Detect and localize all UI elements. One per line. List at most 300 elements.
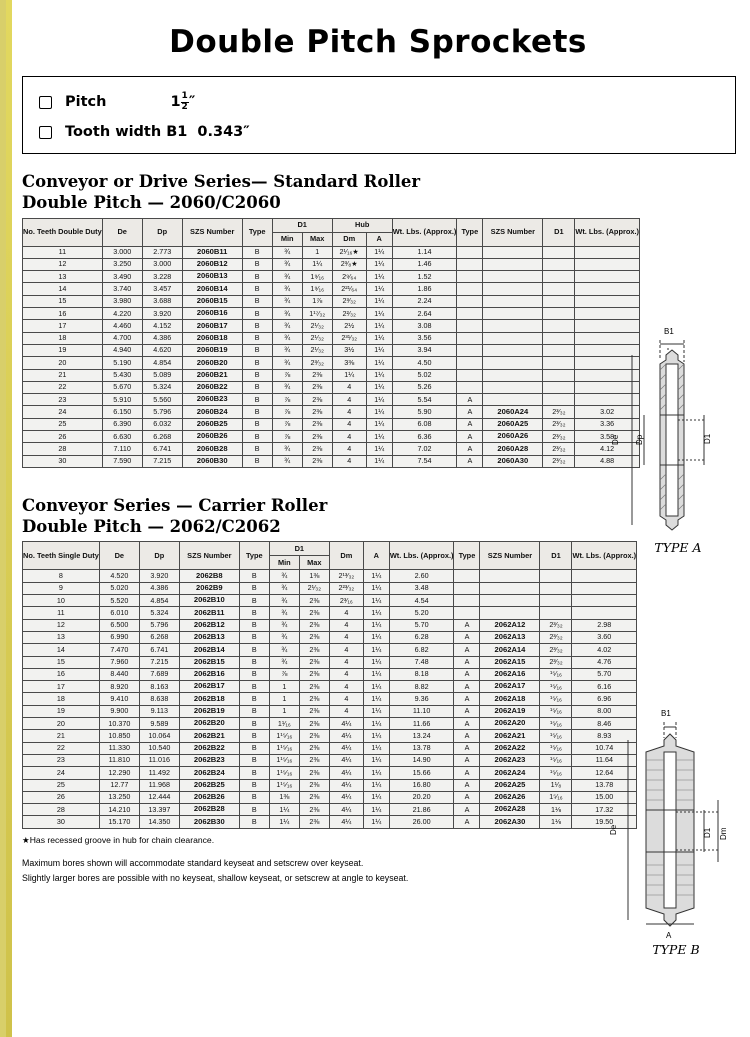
table-cell: 4¼ [329, 754, 363, 766]
table-cell: 1¹⁄₈ [540, 779, 572, 791]
table-row [23, 619, 637, 631]
table-cell: 10.850 [99, 730, 139, 742]
table-cell: 11.66 [389, 718, 454, 730]
table-cell [543, 258, 575, 270]
table-cell: ¾ [272, 308, 302, 320]
table-cell: 1.14 [392, 246, 457, 258]
table-cell: A [454, 668, 480, 680]
table-cell: 8.163 [139, 681, 179, 693]
table-cell: 1¼ [363, 730, 389, 742]
table-cell: 2060B24 [182, 406, 242, 418]
table-cell [572, 570, 637, 582]
table-cell: ⅞ [272, 418, 302, 430]
label-dp-a: Dp [635, 434, 644, 445]
table-cell [457, 344, 483, 356]
table-cell: A [454, 804, 480, 816]
table-cell: 2⅜ [299, 779, 329, 791]
table-cell: 5.430 [102, 369, 142, 381]
table-cell: 2³⁄₃₂ [543, 431, 575, 443]
table-cell [483, 344, 543, 356]
table-cell: 4 [332, 406, 366, 418]
table-cell: 11.10 [389, 705, 454, 717]
table-cell: 5.190 [102, 357, 142, 369]
table-row [23, 271, 640, 283]
table-cell: 2⅜ [299, 619, 329, 631]
table-cell: 2062B8 [179, 570, 239, 582]
table-cell: 1.52 [392, 271, 457, 283]
table-cell: 23 [23, 394, 103, 406]
table-cell: 3.08 [392, 320, 457, 332]
table-cell: 2062B14 [179, 644, 239, 656]
table-cell: 4¼ [329, 730, 363, 742]
table-cell: 2062B19 [179, 705, 239, 717]
table-cell: 4¼ [329, 804, 363, 816]
table-cell: 1¼ [363, 656, 389, 668]
table-cell: 17 [23, 681, 100, 693]
table-cell: 2060B30 [182, 455, 242, 467]
table-cell: 3.250 [102, 258, 142, 270]
table-cell: 22 [23, 742, 100, 754]
table-cell: 20 [23, 718, 100, 730]
table-cell: 4.220 [102, 308, 142, 320]
table-cell [454, 607, 480, 619]
table-cell: 11 [23, 246, 103, 258]
table-row [23, 443, 640, 455]
table-cell: ¾ [269, 619, 299, 631]
table-row [23, 779, 637, 791]
table-row [23, 406, 640, 418]
table-cell: 2⅜ [299, 631, 329, 643]
table-cell: 2⅜ [302, 418, 332, 430]
table-cell: 4 [332, 418, 366, 430]
table-cell: 4¼ [329, 742, 363, 754]
table-cell [543, 295, 575, 307]
table-cell: 4¼ [329, 779, 363, 791]
table-cell [480, 595, 540, 607]
table-cell: 18 [23, 693, 100, 705]
table-cell: 4 [329, 681, 363, 693]
table-cell [575, 271, 640, 283]
col-header: Min [269, 556, 299, 570]
table-cell: B [239, 705, 269, 717]
table-cell: 7.215 [139, 656, 179, 668]
table-cell: 2062A14 [480, 644, 540, 656]
table-cell [483, 381, 543, 393]
table-cell: 16 [23, 668, 100, 680]
table-cell: 2062A23 [480, 754, 540, 766]
table-cell: 5.020 [99, 582, 139, 594]
table-row [23, 431, 640, 443]
table-cell [543, 369, 575, 381]
table-cell: 1¼ [363, 619, 389, 631]
table-row [23, 283, 640, 295]
table-cell: ¾ [269, 582, 299, 594]
table-cell: 1¼ [366, 381, 392, 393]
table-cell: 2062B12 [179, 619, 239, 631]
table-cell: 2062B18 [179, 693, 239, 705]
table-cell [543, 357, 575, 369]
table-cell: 4.50 [392, 357, 457, 369]
table-cell [575, 295, 640, 307]
table-cell: 3.000 [142, 258, 182, 270]
table-row [23, 631, 637, 643]
page-title: Double Pitch Sprockets [169, 24, 587, 60]
table-cell: 5.670 [102, 381, 142, 393]
table-cell: 2062B28 [179, 804, 239, 816]
table-cell: 7.02 [392, 443, 457, 455]
table-cell: 4.854 [139, 595, 179, 607]
table-cell [457, 246, 483, 258]
table-cell: B [242, 406, 272, 418]
table-cell: 2¹⁄₃₂ [299, 582, 329, 594]
table-cell: 2⅜ [299, 668, 329, 680]
type-a-diagram [606, 320, 750, 560]
table-cell: 1¼ [363, 607, 389, 619]
table-cell: 2060B19 [182, 344, 242, 356]
table-cell: B [242, 283, 272, 295]
section-2-line1: Conveyor Series — Carrier Roller [22, 495, 328, 515]
label-b1-b: B1 [661, 709, 671, 718]
table-cell: 2⅜ [299, 816, 329, 828]
table-row [23, 369, 640, 381]
col-header: SZS Number [480, 542, 540, 570]
table-cell: 2⅜ [299, 607, 329, 619]
type-b-label: TYPE B [652, 942, 700, 957]
table-cell: 1¹⁵⁄₁₆ [269, 779, 299, 791]
table-cell: 4.520 [99, 570, 139, 582]
table-cell: 1⅞ [302, 295, 332, 307]
table-cell: 1.86 [392, 283, 457, 295]
table-cell [480, 607, 540, 619]
table-cell: 6.390 [102, 418, 142, 430]
table-cell: 1¼ [363, 767, 389, 779]
table-cell [483, 308, 543, 320]
table-cell: 1¼ [366, 283, 392, 295]
table-cell: B [239, 681, 269, 693]
table-cell: 6.08 [392, 418, 457, 430]
table-cell: 2062A25 [480, 779, 540, 791]
footnote: ★Has recessed groove in hub for chain clearance. [22, 834, 215, 845]
section-heading-1 [22, 172, 750, 214]
table-cell: 15.00 [572, 791, 637, 803]
table-cell: ¾ [272, 381, 302, 393]
table-cell: 5.02 [392, 369, 457, 381]
table-cell: 5.089 [142, 369, 182, 381]
table-cell: 9.36 [389, 693, 454, 705]
table-cell: ¹⁵⁄₁₆ [540, 742, 572, 754]
table-cell: 1¼ [363, 804, 389, 816]
table-cell [457, 357, 483, 369]
table-cell: 2062A17 [480, 681, 540, 693]
table-cell: 2060B17 [182, 320, 242, 332]
table-cell [543, 332, 575, 344]
table-cell: 3.228 [142, 271, 182, 283]
table-cell: 1⅛ [540, 816, 572, 828]
table-cell: 2060A25 [483, 418, 543, 430]
table-cell: 4¼ [329, 816, 363, 828]
table-row [23, 644, 637, 656]
table-cell: 2062B9 [179, 582, 239, 594]
table-row [23, 656, 637, 668]
table-row [23, 668, 637, 680]
table-cell: 12.444 [139, 791, 179, 803]
table-cell: 3.740 [102, 283, 142, 295]
table-cell: ¹⁵⁄₁₆ [540, 730, 572, 742]
table-cell: 1¼ [363, 693, 389, 705]
table-cell: 1¼ [366, 271, 392, 283]
table-cell: 4¼ [329, 718, 363, 730]
table-cell: 2062A30 [480, 816, 540, 828]
table-cell: B [242, 443, 272, 455]
spec-label-pitch: Pitch [65, 94, 107, 110]
table-cell: 2060B18 [182, 332, 242, 344]
table-cell: 9.589 [139, 718, 179, 730]
table-cell: 3½ [332, 344, 366, 356]
table-cell: A [454, 754, 480, 766]
table-cell: 2⅜ [302, 394, 332, 406]
table-cell: 13.24 [389, 730, 454, 742]
table-cell: 1¹⁵⁄₁₆ [269, 767, 299, 779]
table-cell: B [239, 754, 269, 766]
table-cell: 10.064 [139, 730, 179, 742]
table-cell: 1¼ [363, 668, 389, 680]
table-cell: 1¹⁷⁄₃₂ [302, 308, 332, 320]
table-cell: 8.18 [389, 668, 454, 680]
table-cell: 1¼ [363, 718, 389, 730]
table-cell: 1¼ [269, 816, 299, 828]
table-cell: 2⅜ [302, 369, 332, 381]
table-cell: 2060B26 [182, 431, 242, 443]
table-cell: 19 [23, 705, 100, 717]
table-cell: A [454, 816, 480, 828]
table-cell: 2³⁄₃₂ [332, 295, 366, 307]
table-cell: ⅞ [272, 431, 302, 443]
table-cell: 6.990 [99, 631, 139, 643]
table-cell [543, 381, 575, 393]
col-header: Hub [332, 218, 392, 232]
table-cell: 5.520 [99, 595, 139, 607]
table-cell: 1¼ [366, 332, 392, 344]
table-cell: 1⅜ [269, 791, 299, 803]
table-cell: 3⅜ [332, 357, 366, 369]
table-cell: 9.900 [99, 705, 139, 717]
table-cell: 7.590 [102, 455, 142, 467]
table-cell: ¾ [269, 656, 299, 668]
checkbox-pitch[interactable] [39, 96, 52, 109]
col-header: D1 [269, 542, 329, 556]
table-cell: ¾ [269, 595, 299, 607]
table-row [23, 295, 640, 307]
table-cell [575, 246, 640, 258]
table-cell: 2062B30 [179, 816, 239, 828]
table-row [23, 582, 637, 594]
table-cell [483, 369, 543, 381]
table-cell: 4.940 [102, 344, 142, 356]
table-cell: 20.20 [389, 791, 454, 803]
table-cell: ¾ [269, 631, 299, 643]
table-cell: 12.64 [572, 767, 637, 779]
table-cell: ¾ [272, 246, 302, 258]
table-row [23, 816, 637, 828]
table-cell: ¹⁵⁄₁₆ [540, 668, 572, 680]
table-cell: 11.330 [99, 742, 139, 754]
table-cell [540, 570, 572, 582]
table-cell: B [239, 767, 269, 779]
table-cell: A [454, 705, 480, 717]
table-cell: 4.854 [142, 357, 182, 369]
table-cell: 5.70 [572, 668, 637, 680]
table-cell: 4¼ [329, 791, 363, 803]
table-cell: 1⁹⁄₁₆ [302, 271, 332, 283]
table-cell: B [242, 381, 272, 393]
table-cell: 30 [23, 816, 100, 828]
table-cell: 2.60 [389, 570, 454, 582]
table-cell: 2062A21 [480, 730, 540, 742]
table-cell: 1¼ [363, 595, 389, 607]
table-cell: 1¹⁄₁₆ [269, 718, 299, 730]
table-cell: 2³⁄₁₆ [329, 595, 363, 607]
table-cell: ⅞ [272, 369, 302, 381]
table-cell: 1¼ [366, 295, 392, 307]
table-row [23, 381, 640, 393]
table-cell: 8.638 [139, 693, 179, 705]
table-cell: 11 [23, 607, 100, 619]
table-cell: 4.386 [142, 332, 182, 344]
table-cell: 2³⁄₃₂ [540, 631, 572, 643]
table-cell: B [239, 742, 269, 754]
table-row [23, 258, 640, 270]
table-cell: B [239, 693, 269, 705]
table-row [23, 570, 637, 582]
table-cell: 2062B20 [179, 718, 239, 730]
col-header: Wt. Lbs. (Approx.) [572, 542, 637, 570]
table-cell: 10.74 [572, 742, 637, 754]
type-b-diagram [606, 700, 750, 960]
table-cell: 1⁹⁄₁₆ [302, 283, 332, 295]
table-cell: 13 [23, 631, 100, 643]
table-row [23, 767, 637, 779]
table-cell: 8.82 [389, 681, 454, 693]
table-cell: 4.460 [102, 320, 142, 332]
table-cell: 8.920 [99, 681, 139, 693]
table-cell [543, 283, 575, 295]
table-cell [483, 258, 543, 270]
col-header: A [363, 542, 389, 570]
table-cell: 4.02 [572, 644, 637, 656]
table-cell: 2⅜ [302, 455, 332, 467]
table-cell: 7.215 [142, 455, 182, 467]
table-cell: ¹⁵⁄₁₆ [540, 681, 572, 693]
table-cell: 2060B25 [182, 418, 242, 430]
table-cell: 4 [329, 619, 363, 631]
table-row [23, 394, 640, 406]
table-cell: 2062A19 [480, 705, 540, 717]
table-cell [543, 271, 575, 283]
table-cell: ⅞ [272, 406, 302, 418]
table-cell: 16.80 [389, 779, 454, 791]
table-cell: 1¼ [363, 754, 389, 766]
table-cell: 1⅛ [540, 804, 572, 816]
table-row [23, 455, 640, 467]
table-row [23, 357, 640, 369]
table-cell: 5.324 [142, 381, 182, 393]
table-cell: 4 [329, 668, 363, 680]
table-cell [575, 283, 640, 295]
table-cell: 1¼ [269, 804, 299, 816]
table-cell: 2³⁄₃₂ [540, 656, 572, 668]
table-cell: 8.00 [572, 705, 637, 717]
table-cell: 21.86 [389, 804, 454, 816]
table-cell: A [454, 631, 480, 643]
checkbox-tooth-width[interactable] [39, 126, 52, 139]
table-cell: 6.268 [142, 431, 182, 443]
table-cell: 1¼ [366, 344, 392, 356]
table-cell: 2060B23 [182, 394, 242, 406]
table-cell: 2062B26 [179, 791, 239, 803]
table-cell: 7.470 [99, 644, 139, 656]
table-cell: B [242, 455, 272, 467]
table-cell: 2.64 [392, 308, 457, 320]
col-header: Type [454, 542, 480, 570]
table-cell: 15 [23, 656, 100, 668]
table-cell: 1¼ [363, 631, 389, 643]
table-cell: B [242, 295, 272, 307]
table-cell: 3.490 [102, 271, 142, 283]
table-cell: B [239, 718, 269, 730]
table-cell: ¾ [269, 607, 299, 619]
table-cell: 1¼ [366, 357, 392, 369]
table-cell [457, 271, 483, 283]
table-cell: 2⁹⁄₆₄ [332, 271, 366, 283]
table-cell: A [454, 767, 480, 779]
table-cell: A [454, 693, 480, 705]
table-cell: 4 [329, 705, 363, 717]
table-cell [543, 320, 575, 332]
table-cell: 1¼ [366, 320, 392, 332]
table-cell: 1¼ [366, 308, 392, 320]
table-row [23, 320, 640, 332]
table-cell: B [239, 791, 269, 803]
table-cell: 1¼ [363, 779, 389, 791]
table-cell: 1¼ [302, 258, 332, 270]
table-cell: 21 [23, 369, 103, 381]
table-cell: 1¼ [332, 369, 366, 381]
table-cell: 16 [23, 308, 103, 320]
table-cell: 5.90 [392, 406, 457, 418]
table-cell: B [239, 804, 269, 816]
table-row [23, 804, 637, 816]
table-cell: 5.910 [102, 394, 142, 406]
table-cell: 15.170 [99, 816, 139, 828]
table-cell: 2060B12 [182, 258, 242, 270]
table-cell: ¹⁵⁄₁₆ [540, 754, 572, 766]
label-b1-a: B1 [664, 327, 674, 336]
table-cell: 24 [23, 406, 103, 418]
table-cell: 8.440 [99, 668, 139, 680]
table-cell: A [454, 791, 480, 803]
table-cell: 5.20 [389, 607, 454, 619]
table-cell: 2²⁄₃₂ [332, 308, 366, 320]
table-cell: 2062B11 [179, 607, 239, 619]
table-cell: 2062B17 [179, 681, 239, 693]
table-cell: 3.94 [392, 344, 457, 356]
table-cell: 3.58 [575, 431, 640, 443]
table-cell: 2062A16 [480, 668, 540, 680]
table-cell: 2.773 [142, 246, 182, 258]
table-cell: B [242, 357, 272, 369]
table-cell: 2060B11 [182, 246, 242, 258]
table-cell: 25 [23, 779, 100, 791]
